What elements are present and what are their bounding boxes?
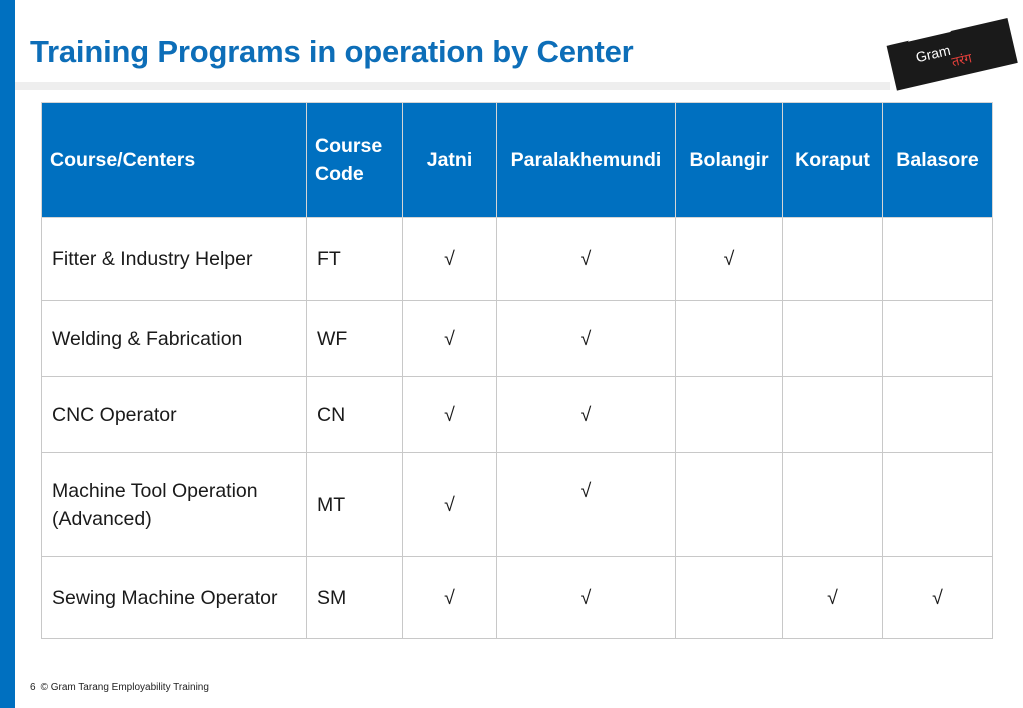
- row-course-code: FT: [307, 218, 403, 301]
- row-mark-paralakhemundi: √: [580, 479, 592, 502]
- page-number: 6: [30, 682, 36, 693]
- table-header-row: [42, 103, 993, 218]
- row-mark-bolangir: [676, 377, 783, 453]
- row-mark-jatni: √: [403, 377, 497, 453]
- row-mark-balasore: [883, 218, 993, 301]
- row-mark-balasore: [883, 301, 993, 377]
- logo-text-tarang: तरंग: [950, 51, 974, 71]
- row-course-name: Sewing Machine Operator: [42, 557, 307, 639]
- table-row: [42, 557, 993, 639]
- row-course-code: MT: [307, 453, 403, 557]
- row-course-code: CN: [307, 377, 403, 453]
- logo-graphic: [885, 4, 1020, 94]
- header-jatni: Jatni: [403, 103, 497, 218]
- row-course-name: CNC Operator: [42, 377, 307, 453]
- row-mark-jatni: √: [403, 453, 497, 557]
- row-mark-bolangir: [676, 301, 783, 377]
- gram-tarang-logo: [885, 4, 1020, 94]
- row-mark-paralakhemundi: √: [497, 301, 676, 377]
- row-mark-bolangir: [676, 453, 783, 557]
- row-mark-koraput: [783, 218, 883, 301]
- row-mark-balasore: [883, 377, 993, 453]
- course-center-table: [41, 102, 993, 639]
- row-mark-paralakhemundi: √: [497, 218, 676, 301]
- row-mark-bolangir: √: [676, 218, 783, 301]
- table-row: [42, 301, 993, 377]
- row-course-code: SM: [307, 557, 403, 639]
- row-mark-jatni: √: [403, 301, 497, 377]
- row-mark-paralakhemundi: √: [497, 557, 676, 639]
- row-mark-balasore: [883, 453, 993, 557]
- row-course-name: Machine Tool Operation (Advanced): [42, 453, 307, 557]
- row-course-code: WF: [307, 301, 403, 377]
- slide-title: Training Programs in operation by Center: [30, 34, 634, 69]
- slide-footer: [30, 682, 209, 693]
- title-underline-rule: [15, 82, 890, 90]
- header-course-centers: Course/Centers: [42, 103, 307, 218]
- row-course-name: Fitter & Industry Helper: [42, 218, 307, 301]
- row-mark-balasore: √: [883, 557, 993, 639]
- row-mark-koraput: [783, 301, 883, 377]
- row-mark-koraput: [783, 377, 883, 453]
- header-paralakhemundi: Paralakhemundi: [497, 103, 676, 218]
- row-mark-paralakhemundi-cell: [497, 453, 676, 557]
- header-bolangir: Bolangir: [676, 103, 783, 218]
- row-course-name: Welding & Fabrication: [42, 301, 307, 377]
- header-balasore: Balasore: [883, 103, 993, 218]
- header-course-code: Course Code: [307, 103, 403, 218]
- row-mark-jatni: √: [403, 218, 497, 301]
- footer-copyright: © Gram Tarang Employability Training: [40, 682, 209, 693]
- row-mark-koraput: √: [783, 557, 883, 639]
- table-row: [42, 377, 993, 453]
- row-mark-bolangir: [676, 557, 783, 639]
- left-accent-bar: [0, 0, 15, 708]
- table-row: [42, 218, 993, 301]
- row-mark-paralakhemundi: √: [497, 377, 676, 453]
- row-mark-jatni: √: [403, 557, 497, 639]
- logo-text-gram: Gram: [914, 41, 952, 66]
- table-row: [42, 453, 993, 557]
- row-mark-koraput: [783, 453, 883, 557]
- header-koraput: Koraput: [783, 103, 883, 218]
